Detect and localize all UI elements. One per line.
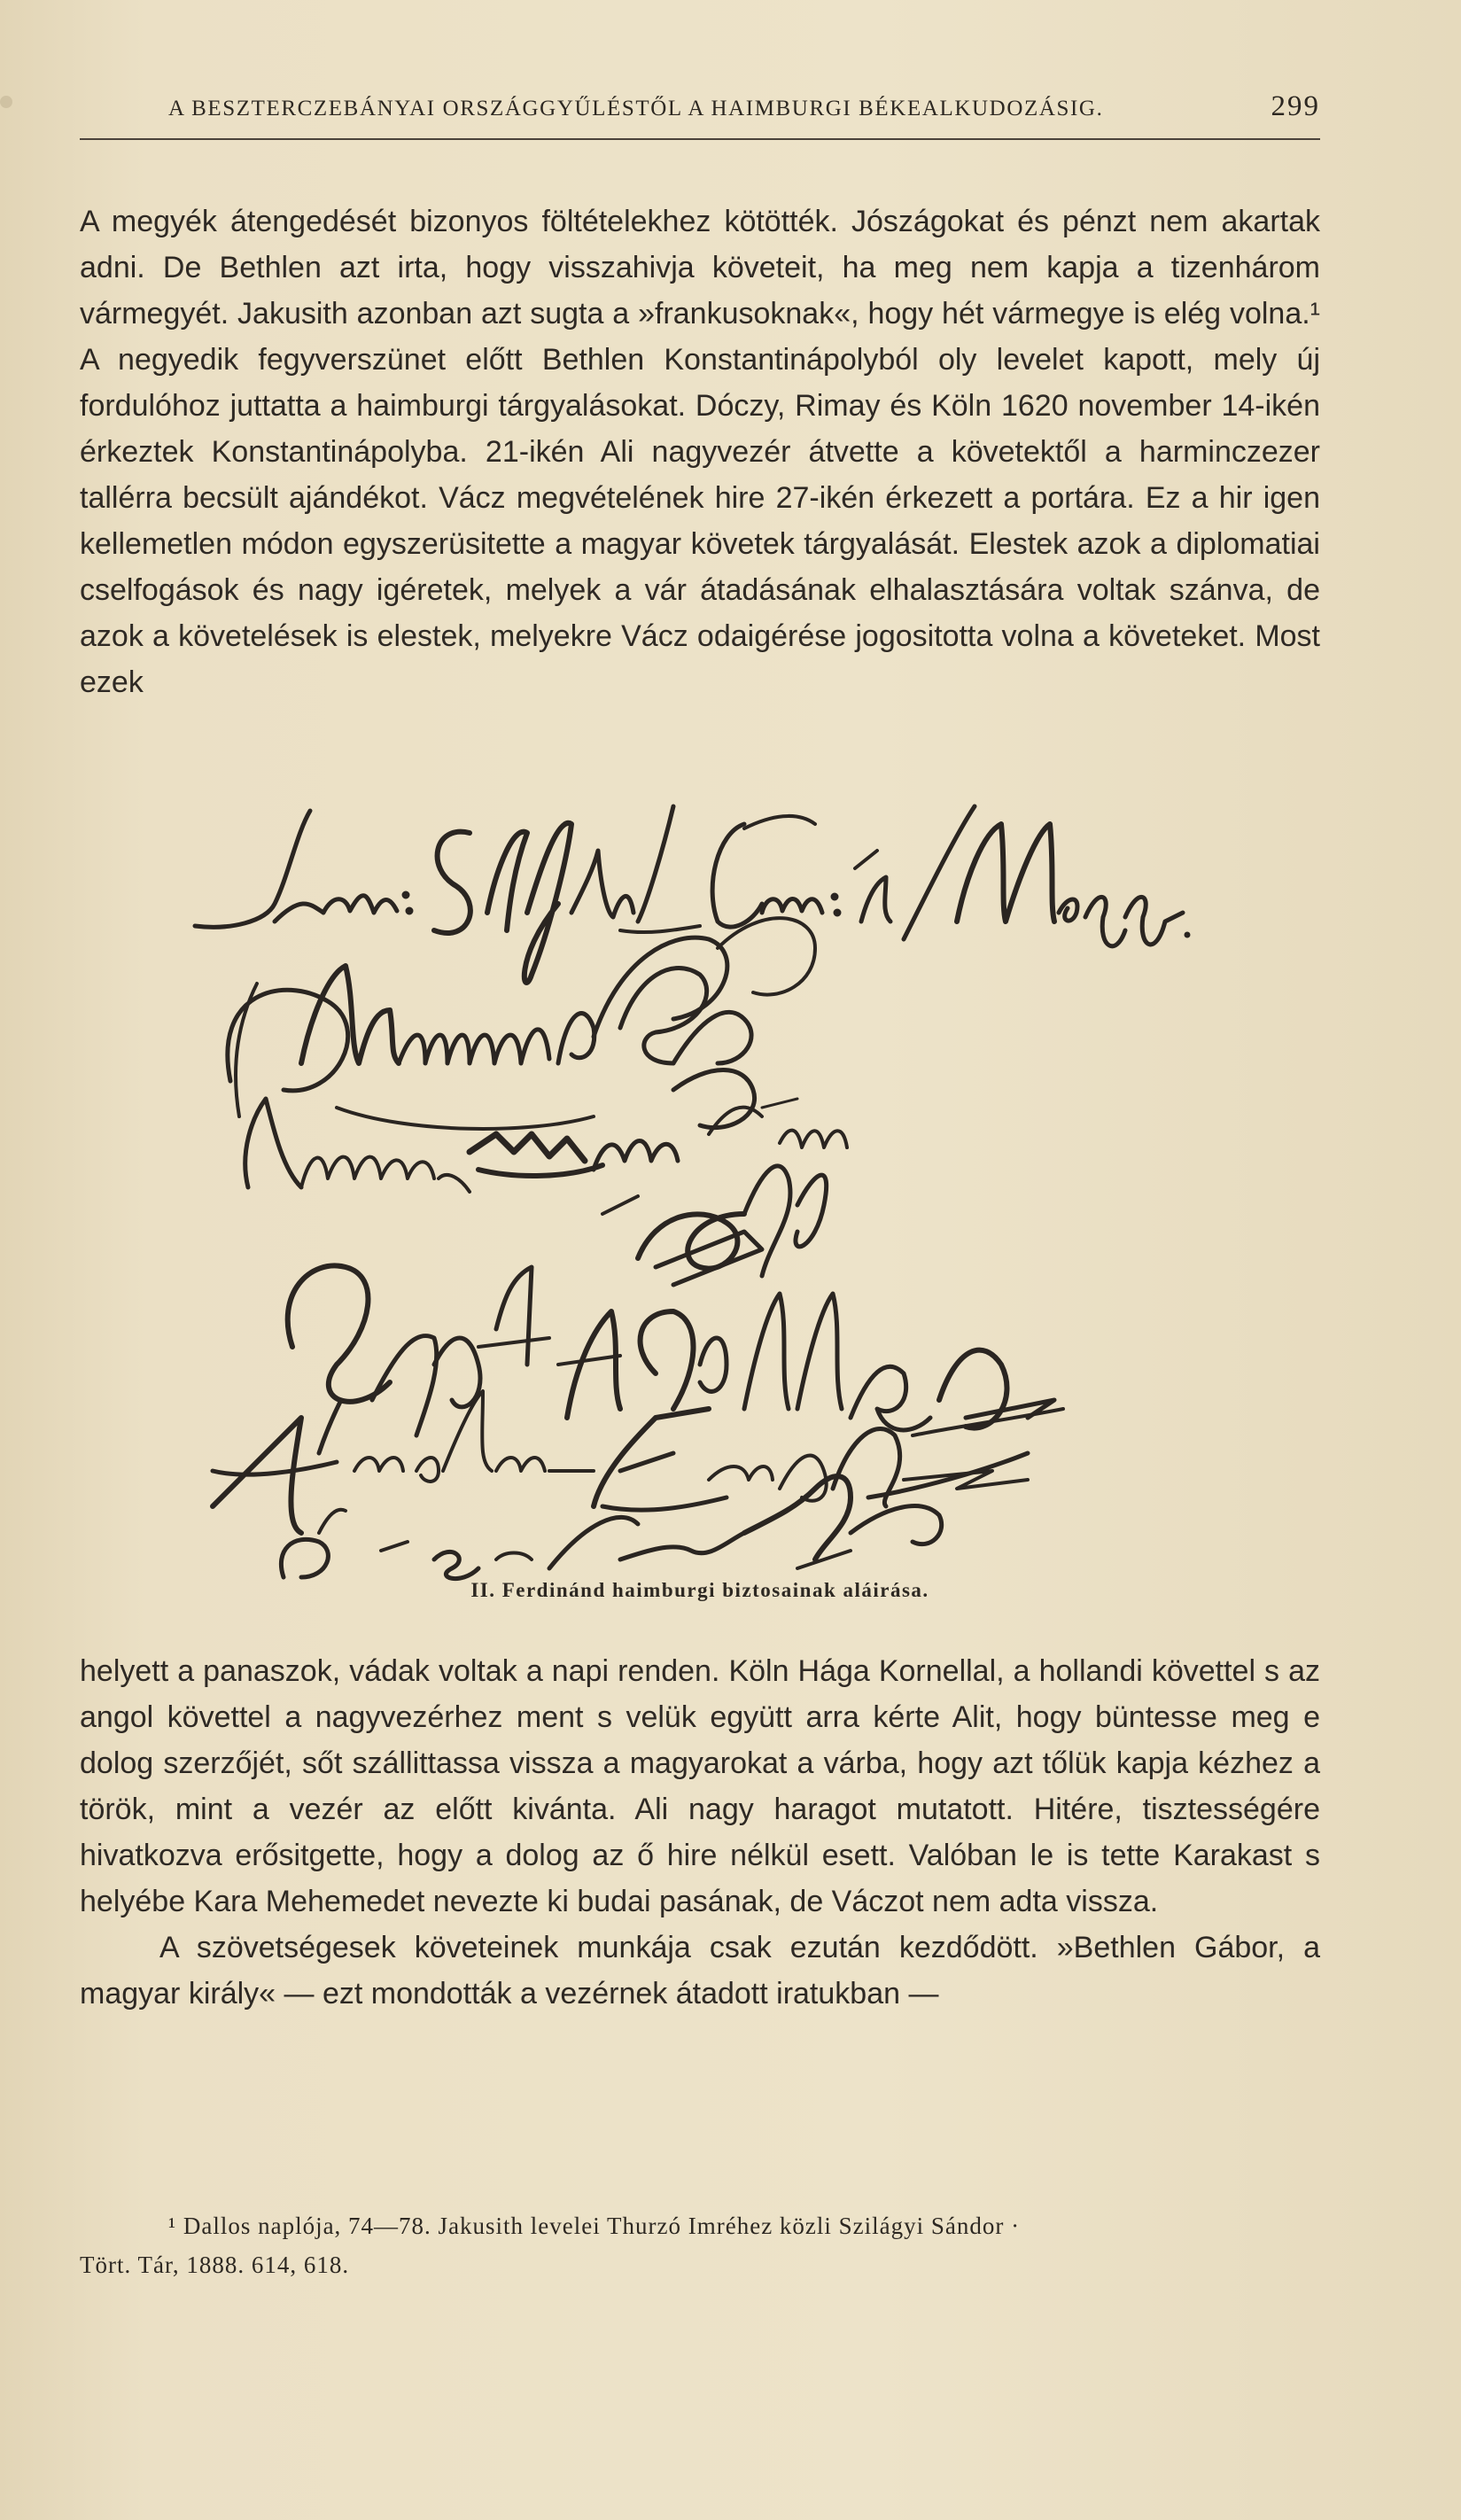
page-number: 299 <box>1271 90 1320 122</box>
signature-facsimile <box>177 797 1205 1595</box>
header-rule <box>80 138 1320 140</box>
footnote <box>80 2206 1320 2284</box>
body-text-bottom <box>80 1648 1320 2017</box>
paper-stain <box>0 96 12 108</box>
running-head <box>168 90 1320 126</box>
paragraph: A megyék átengedését bizonyos föltételekhez kötötték. Jószágokat és pénzt nem akartak adni. De Bethlen azt irta, hogy visszahivja követeit, ha meg nem kapja a tizenhárom vármegyét. Jakusith azonban azt sugta a »frankusoknak«, hogy hét vármegye is elég volna.¹ A negyedik fegyverszünet előtt Bethlen Konstantinápolyból oly levelet kapott, mely új fordulóhoz juttatta a haimburgi tárgyalásokat. Dóczy, Rimay és Köln 1620 november 14-ikén érkeztek Konstantinápolyba. 21-ikén Ali nagyvezér átvette a követektől a harminczezer tallérra becsült ajándékot. Vácz megvételének hire 27-ikén érkezett a portára. Ez a hir igen kellemetlen módon egyszerüsitette a magyar követek tárgyalását. Elestek azok a diplomatiai cselfogások és nagy igéretek, melyek a vár átadásának elhalasztására voltak szánva, de azok a követelések is elestek, melyekre Vácz odaigérése jogositotta volna a követeket. Most ezek <box>80 205 1320 699</box>
figure-caption: II. Ferdinánd haimburgi biztosainak aláirása. <box>470 1579 929 1601</box>
paragraph: helyett a panaszok, vádak voltak a napi renden. Köln Hága Kornellal, a hollandi követtel s az angol követtel a nagyvezérhez ment s velük együtt arra kérte Alit, hogy büntesse meg e dolog szerzőjét, sőt szállittassa vissza a magyarokat a várba, hogy azt tőlük kapja kézhez a török, mint a vezér az előtt kivánta. Ali nagy haragot mutatott. Hitére, tisztességére hivatkozva erősitgette, hogy a dolog az ő hire nélkül esett. Valóban le is tette Karakast s helyébe Kara Mehemedet nevezte ki budai pasának, de Váczot nem adta vissza. <box>80 1654 1320 1918</box>
footnote-line: ¹ Dallos naplója, 74—78. Jakusith levelei Thurzó Imréhez közli Szilágyi Sándor · <box>168 2213 1021 2239</box>
paragraph: A szövetségesek követeinek munkája csak ezután kezdődött. »Bethlen Gábor, a magyar király« — ezt mondották a vezérnek átadott iratukban — <box>80 1931 1320 2011</box>
signature-drawing <box>177 797 1205 1595</box>
footnote-line: Tört. Tár, 1888. 614, 618. <box>80 2252 350 2278</box>
body-text-top <box>80 198 1320 705</box>
running-title: A BESZTERCZEBÁNYAI ORSZÁGGYŰLÉSTŐL A HAIMBURGI BÉKEALKUDOZÁSIG. <box>168 97 1104 121</box>
